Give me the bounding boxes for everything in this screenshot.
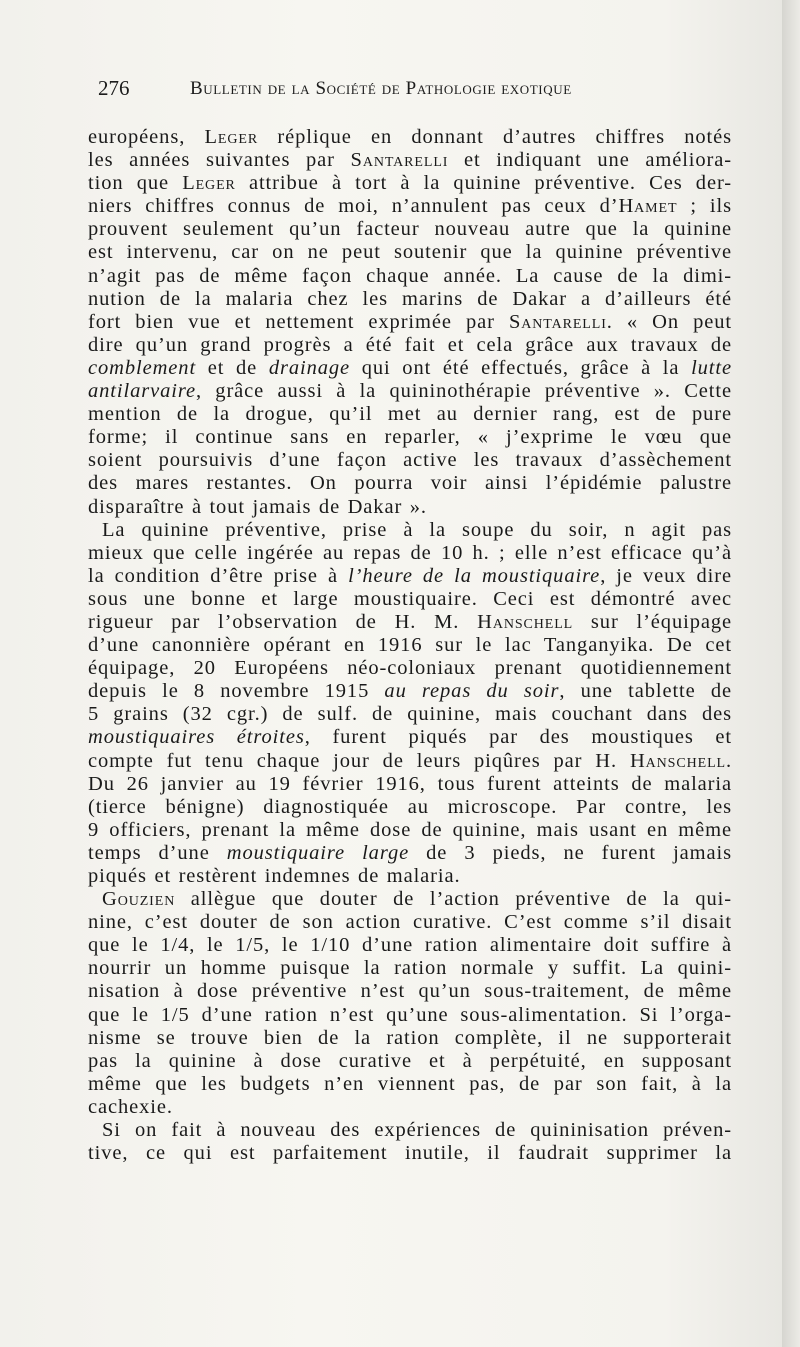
text-segment: mieux que celle ingérée au repas de 10 h. ; elle n’est efficace qu’à [88,541,732,564]
emphasis-text: au repas du soir [384,680,560,703]
text-line [88,195,732,218]
text-segment: piqués et restèrent indemnes de malaria. [88,865,461,887]
text-line [88,334,732,357]
text-line [88,980,732,1003]
text-segment: mention de la drogue, qu’il met au dernier rang, est de pure [88,403,732,426]
text-segment: disparaître à tout jamais de Dakar ». [88,495,427,518]
text-segment: 9 officiers, prenant la même dose de quinine, mais usant en même [88,818,732,841]
page-edge-shadow [782,0,800,1347]
author-name: Gouzien [102,888,176,911]
text-line [88,634,732,657]
text-line [88,750,732,773]
emphasis-text: antilarvaire [88,380,196,403]
text-segment: équipage, 20 Européens néo-coloniaux prenant quotidiennement [88,657,732,680]
text-line [88,426,732,449]
author-name: Hamet [618,195,678,218]
text-line [88,703,732,726]
text-line [88,888,732,911]
author-name: Leger [182,172,236,195]
text-segment: , grâce aussi à la quininothérapie préventive ». Cette [195,380,732,403]
text-segment: allègue que douter de l’action préventive de la qui- [175,888,732,911]
text-segment: qui ont été effectués, grâce à la [350,356,692,379]
text-segment: soient poursuivis d’une façon active les travaux d’assèchement [88,449,732,472]
text-segment: niers chiffres connus de moi, n’annulent pas ceux d’ [88,195,619,218]
text-line [88,726,732,749]
text-segment: (tierce bénigne) diagnostiquée au microscope. Par contre, les [88,795,732,818]
text-segment: nisme se trouve bien de la ration complète, il ne supporterait [88,1026,732,1049]
text-segment: et indiquant une améliora- [448,149,732,172]
author-name: Santarelli [508,310,607,333]
text-segment: de 3 pieds, ne furent jamais [409,841,732,864]
text-segment: tion que [88,172,183,195]
text-line [88,218,732,241]
text-line [88,1096,732,1119]
text-segment: temps d’une [88,841,227,864]
emphasis-text: lutte [691,356,732,379]
text-line [88,1004,732,1027]
text-line [88,357,732,380]
emphasis-text: drainage [268,356,351,379]
emphasis-text: comblement [88,356,197,379]
text-segment: Si on fait à nouveau des expériences de quininisation préven- [102,1119,732,1142]
text-segment: 5 grains (32 cgr.) de sulf. de quinine, mais couchant dans des [88,703,732,726]
text-segment: tive, ce qui est parfaitement inutile, il faudrait supprimer la [88,1142,732,1165]
author-name: Leger [204,126,259,148]
text-segment: forme; il continue sans en reparler, « j’exprime le vœu que [88,426,732,449]
text-segment: prouvent seulement qu’un facteur nouveau autre que la quinine [88,218,732,241]
text-segment: fort bien vue et nettement exprimée par [88,310,509,333]
text-line [88,680,732,703]
text-line [88,265,732,288]
text-line [88,288,732,311]
text-line [88,957,732,980]
text-segment: que le 1/5 d’une ration n’est qu’une sous-alimentation. Si l’orga- [88,1003,732,1026]
text-segment: , une tablette de [559,680,732,703]
author-name: Santarelli [350,149,449,172]
text-segment: nution de la malaria chez les marins de Dakar a d’ailleurs été [88,287,732,310]
text-line [88,241,732,264]
text-segment: sur l’équipage [573,610,733,633]
text-line [88,934,732,957]
text-segment: rigueur par l’observation de H. M. [88,610,478,633]
text-segment: attribue à tort à la quinine préventive. Ces der- [235,172,732,195]
text-segment: , furent piqués par des moustiques et [304,726,732,749]
author-name: Hanschell [477,610,574,633]
text-line [88,588,732,611]
text-segment: des mares restantes. On pourra voir ainsi l’épidémie palustre [88,472,732,495]
text-line [88,796,732,819]
text-line [88,172,732,195]
text-line [88,496,732,519]
text-segment: la condition d’être prise à [88,564,349,587]
text-line [88,657,732,680]
text-segment: nourrir un homme puisque la ration normale y suffit. La quini- [88,957,732,980]
running-head: Bulletin de la Société de Pathologie exotique [190,78,572,99]
text-line [88,311,732,334]
text-segment: La quinine préventive, prise à la soupe du soir, n agit pas [102,518,732,541]
text-line [88,911,732,934]
emphasis-text: moustiquaire large [226,841,410,864]
text-line [88,472,732,495]
text-segment: que le 1/4, le 1/5, le 1/10 d’une ration alimentaire doit suffire à [88,934,732,957]
text-line [88,1027,732,1050]
author-name: Hanschell [629,749,726,772]
text-segment: et de [196,356,269,379]
text-line [88,149,732,172]
text-segment: , je veux dire [600,564,732,587]
text-segment: ; ils [677,195,732,218]
text-segment: nine, c’est douter de son action curative. C’est comme s’il disait [88,911,732,934]
text-segment: les années suivantes par [88,149,351,172]
text-segment: n’agit pas de même façon chaque année. La cause de la dimi- [88,264,732,287]
text-segment: pas la quinine à dose curative et à perpétuité, en supposant [88,1049,732,1072]
text-segment: dire qu’un grand progrès a été fait et cela grâce aux travaux de [88,333,732,356]
text-line [88,1142,732,1165]
text-segment: réplique en donnant d’autres chiffres notés [258,126,732,148]
text-line [88,565,732,588]
page-header [98,74,738,108]
text-segment: cachexie. [88,1095,173,1118]
text-segment: compte fut tenu chaque jour de leurs piqûres par H. [88,749,630,772]
text-line [88,1073,732,1096]
page-number: 276 [98,76,130,100]
text-line [88,542,732,565]
text-line [88,449,732,472]
text-segment: . « On peut [606,310,733,333]
text-line [88,403,732,426]
text-line [88,611,732,634]
text-segment: même que les budgets n’en viennent pas, de par son fait, à la [88,1072,732,1095]
emphasis-text: l’heure de la moustiquaire [348,564,601,587]
text-segment: européens, [88,126,205,148]
text-segment: d’une canonnière opérant en 1916 sur le lac Tanganyika. De cet [88,634,732,657]
text-segment: est intervenu, car on ne peut soutenir que la quinine préventive [88,241,732,264]
text-line [88,819,732,842]
text-line [88,865,732,888]
text-line [88,380,732,403]
emphasis-text: moustiquaires étroites [88,726,305,749]
text-line [88,1050,732,1073]
text-segment: sous une bonne et large moustiquaire. Ceci est démontré avec [88,587,732,610]
text-line [88,1119,732,1142]
text-segment: nisation à dose préventive n’est qu’un sous-traitement, de même [88,980,732,1003]
text-line [88,126,732,149]
text-line [88,842,732,865]
text-line [88,519,732,542]
text-segment: Du 26 janvier au 19 février 1916, tous furent atteints de malaria [88,772,732,795]
body-text [88,126,732,1165]
text-line [88,773,732,796]
text-segment: . [725,749,732,772]
text-segment: depuis le 8 novembre 1915 [88,680,385,703]
